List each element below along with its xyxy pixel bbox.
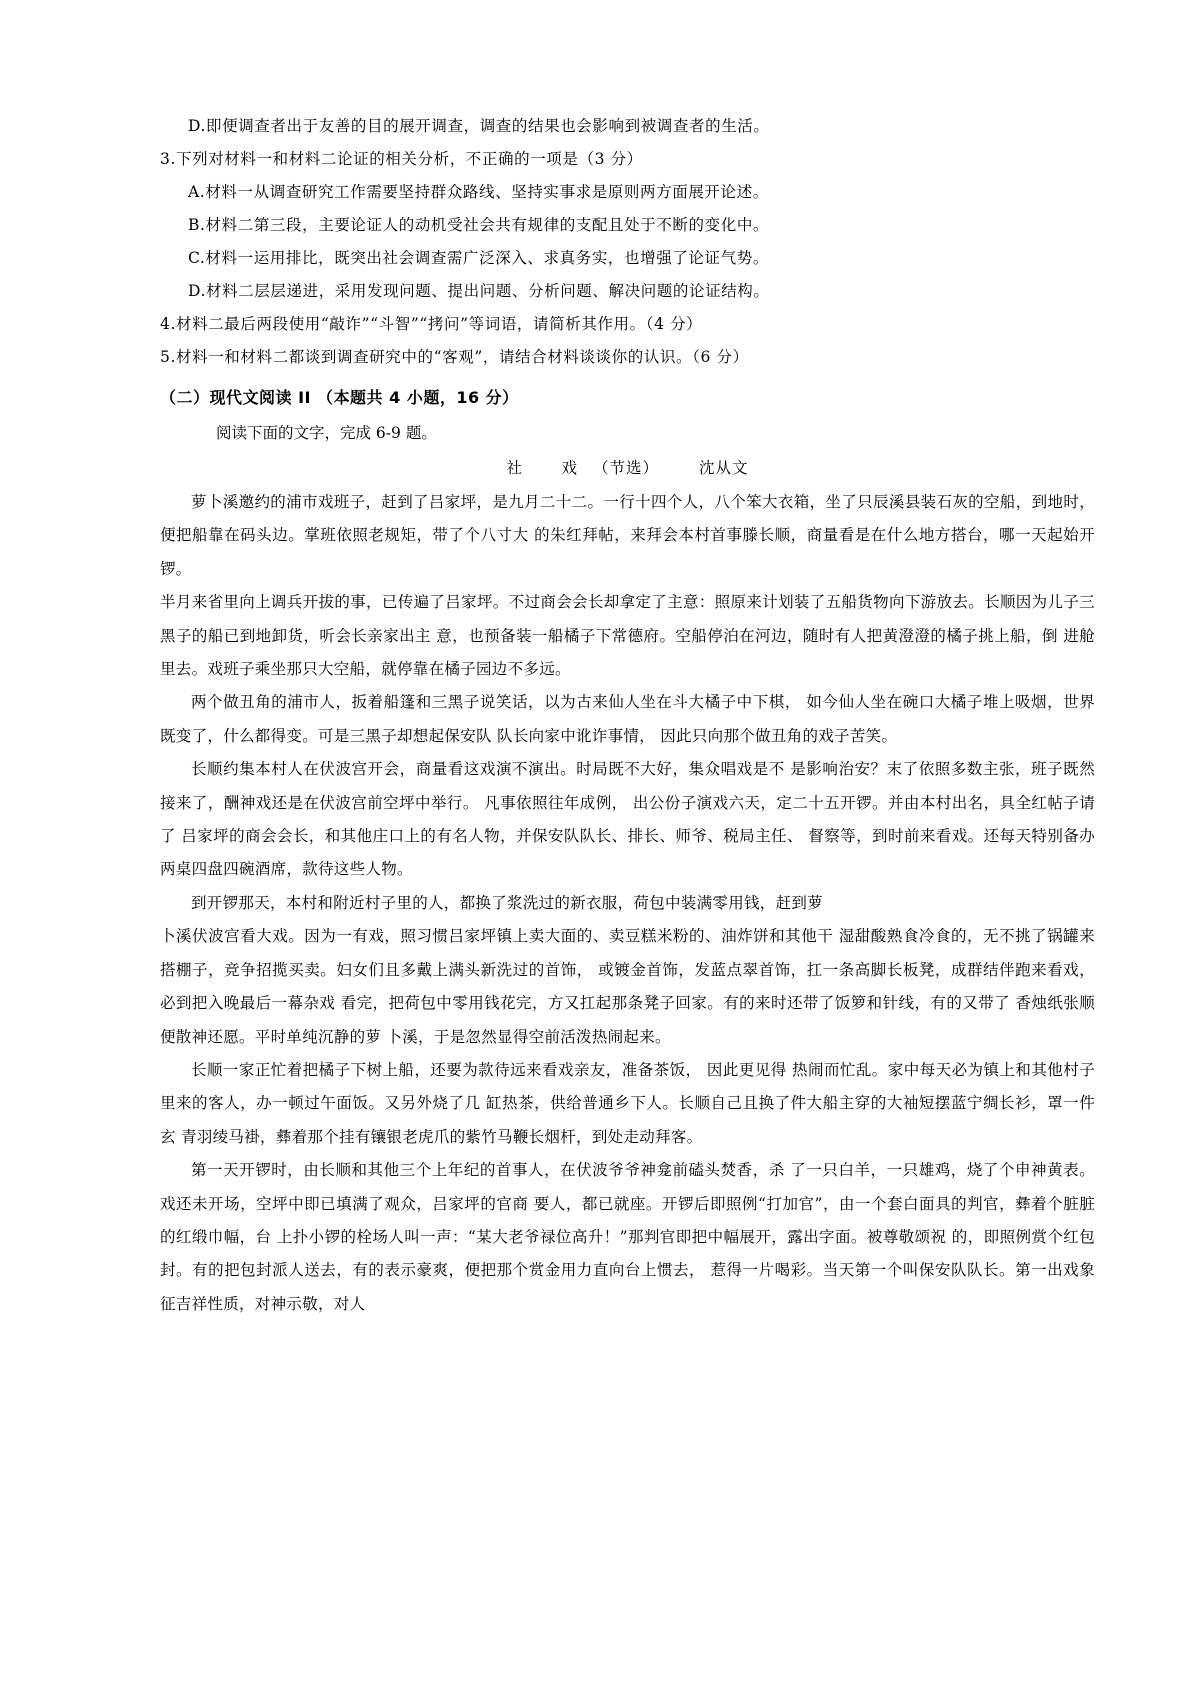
question-stem: 3.下列对材料一和材料二论证的相关分析，不正确的一项是（3 分） — [160, 150, 643, 168]
question-stem: 5.材料一和材料二都谈到调查研究中的“客观”，请结合材料谈谈你的认识。（6 分） — [160, 348, 749, 366]
passage-author: 沈从文 — [699, 459, 749, 477]
question-option: B.材料二第三段，主要论证人的动机受社会共有规律的支配且处于不断的变化中。 — [188, 216, 770, 234]
passage-paragraph: 长顺约集本村人在伏波宫开会，商量看这戏演不演出。时局既不大好，集众唱戏是不 是影响治安？末了依照多数主张，班子既然接来了，酬神戏还是在伏波宫前空坪中举行。 凡事依照往年成例， 出公份子演戏六天，定二十五开锣。并由本村出名，具全红帖子请了 吕家坪的商会会长，和其他庄口上的有名人物，并保安队队长、排长、师爷、税局主任、 督察等，到时前来看戏。还每天特别备办两桌四盘四碗酒席，款待这些人物。 — [160, 760, 1095, 879]
question-option: D.即便调查者出于友善的目的展开调查，调查的结果也会影响到被调查者的生活。 — [188, 117, 770, 135]
passage-paragraph: 两个做丑角的浦市人，扳着船篷和三黑子说笑话，以为古来仙人坐在斗大橘子中下棋， 如今仙人坐在碗口大橘子堆上吸烟，世界既变了，什么都得变。可是三黑子却想起保安队 队长向家中讹诈事情， 因此只向那个做丑角的戏子苦笑。 — [160, 693, 1095, 745]
passage-paragraph: 半月来省里向上调兵开拔的事，已传遍了吕家坪。不过商会会长却拿定了主意：照原来计划装了五船货物向下游放去。长顺因为儿子三黑子的船已到地卸货，听会长亲家出主 意，也预备装一船橘子下常德府。空船停泊在河边，随时有人把黄澄澄的橘子挑上船，倒 进舱里去。戏班子乘坐那只大空船，就停靠在橘子园边不多远。 — [160, 593, 1095, 679]
section-heading: （二）现代文阅读 II （本题共 4 小题，16 分） — [160, 388, 519, 407]
passage-title-note: （节选） — [592, 459, 659, 477]
reading-instruction: 阅读下面的文字，完成 6-9 题。 — [216, 424, 437, 442]
question-option: C.材料一运用排比，既突出社会调查需广泛深入、求真务实，也增强了论证气势。 — [188, 249, 769, 267]
passage-title: 社 戏 — [506, 459, 589, 477]
question-stem: 4.材料二最后两段使用“敲诈”“斗智”“拷问”等词语，请简析其作用。（4 分） — [160, 315, 703, 333]
passage-paragraph: 萝卜溪邀约的浦市戏班子，赶到了吕家坪，是九月二十二。一行十四个人，八个笨大衣箱，坐了只辰溪县装石灰的空船，到地时，便把船靠在码头边。掌班依照老规矩，带了个八寸大 的朱红拜帖，来拜会本村首事滕长顺，商量看是在什么地方搭台，哪一天起始开锣。 — [160, 493, 1095, 578]
passage-paragraph: 第一天开锣时，由长顺和其他三个上年纪的首事人，在伏波爷爷神龛前磕头焚香，杀 了一只白羊，一只雄鸡，烧了个申神黄表。戏还未开场，空坪中即已填满了观众，吕家坪的官商 要人，都已就座。开锣后即照例“打加官”，由一个套白面具的判官，彝着个脏脏的红缎巾幅，台 上扑小锣的栓场人叫一声：“某大老爷禄位高升！”那判官即把中幅展开，露出字面。被尊敬颂祝 的，即照例赏个红包封。有的把包封派人送去，有的表示豪爽，便把那个赏金用力直向台上惯去， 惹得一片喝彩。当天第一个叫保安队队长。第一出戏象征吉祥性质，对神示敬，对人 — [160, 1161, 1095, 1313]
passage-paragraph: 长顺一家正忙着把橘子下树上船，还要为款待远来看戏亲友，准备茶饭， 因此更见得 热闹而忙乱。家中每天必为镇上和其他村子里来的客人，办一顿过午面饭。又另外烧了几 缸热茶，供给普通乡下人。长顺自己且换了件大船主穿的大袖短摆蓝宁绸长衫，罩一件玄 青羽绫马褂，彝着那个挂有镶银老虎爪的紫竹马鞭长烟杆，到处走动拜客。 — [160, 1060, 1095, 1146]
question-option: D.材料二层层递进，采用发现问题、提出问题、分析问题、解决问题的论证结构。 — [188, 282, 770, 300]
passage-paragraph: 卜溪伏波宫看大戏。因为一有戏，照习惯吕家坪镇上卖大面的、卖豆糕米粉的、油炸饼和其他干 湿甜酸熟食冷食的，无不挑了锅罐来搭棚子，竞争招揽买卖。妇女们且多戴上满头新洗过的首饰， 或镀金首饰，发蓝点翠首饰，扛一条高脚长板凳，成群结伴跑来看戏，必到把入晚最后一幕杂戏 看完，把荷包中零用钱花完，方又扛起那条凳子回家。有的来时还带了饭箩和针线，有的又带了 香烛纸张顺便散神还愿。平时单纯沉静的萝 卜溪，于是忽然显得空前活泼热闹起来。 — [160, 927, 1095, 1046]
passage-title-row — [160, 450, 1095, 486]
passage-paragraph: 到开锣那天，本村和附近村子里的人，都换了浆洗过的新衣服，荷包中装满零用钱，赶到萝 — [191, 893, 824, 912]
question-option: A.材料一从调查研究工作需要坚持群众路线、坚持实事求是原则两方面展开论述。 — [188, 183, 769, 201]
